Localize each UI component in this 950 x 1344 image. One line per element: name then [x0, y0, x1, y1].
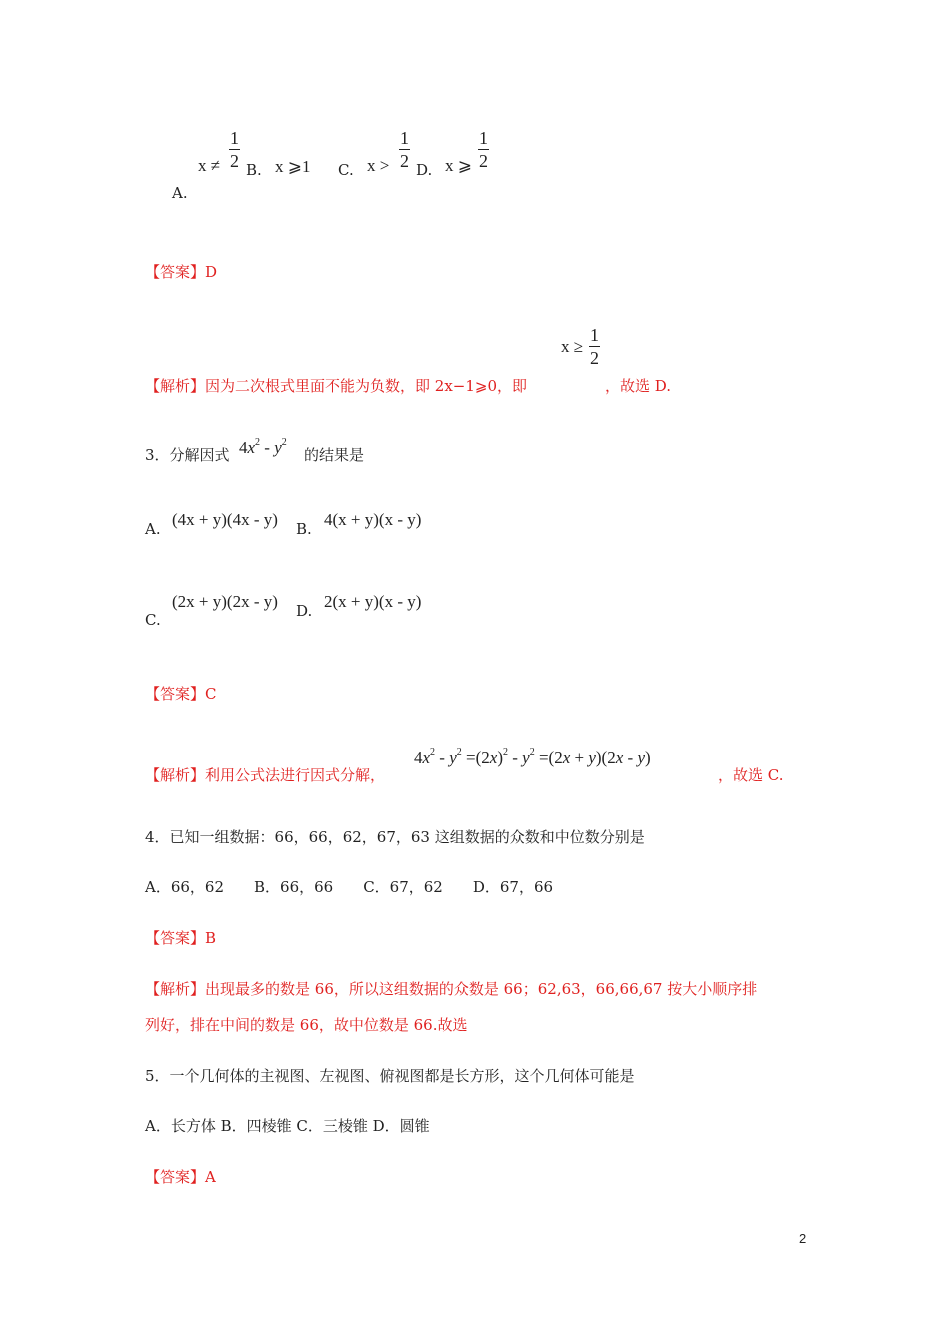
fraction-denominator: 2 — [479, 151, 488, 171]
fraction-bar — [229, 149, 240, 150]
q2-option-a-label: A. — [172, 184, 188, 202]
fraction-numerator: 1 — [400, 128, 409, 148]
q4-analysis-line1 — [145, 979, 757, 999]
q4-options: A．66，62 B．66，66 C．67，62 D．67，66 — [145, 878, 554, 896]
answer-tag: 【答案】 — [145, 929, 206, 947]
q3-stem-prefix: 3．分解因式 — [145, 446, 230, 464]
q3-option-d-label: D. — [296, 602, 313, 620]
q3-option-b-label: B. — [296, 520, 312, 538]
q3-option-a-label: A. — [145, 520, 161, 538]
fraction-denominator: 2 — [400, 151, 409, 171]
q4-stem: 4．已知一组数据：66，66，62，67，63 这组数据的众数和中位数分别是 — [145, 828, 645, 846]
fraction-bar — [478, 149, 489, 150]
answer-tag: 【答案】 — [145, 1168, 206, 1186]
q3-analysis — [145, 765, 385, 785]
analysis-text: 利用公式法进行因式分解， — [205, 766, 386, 784]
q4-answer — [145, 928, 216, 948]
q2-analysis-end: ，故选 D. — [605, 377, 672, 395]
fraction-denominator: 2 — [590, 348, 599, 368]
q3-option-d-math: 2(x + y)(x - y) — [324, 592, 422, 611]
q2-option-a-math: x ≠ — [198, 156, 221, 175]
q2-option-d-math: x ⩾ — [445, 156, 472, 175]
q3-option-c-math: (2x + y)(2x - y) — [172, 592, 278, 611]
q5-stem: 5．一个几何体的主视图、左视图、俯视图都是长方形，这个几何体可能是 — [145, 1067, 635, 1085]
q4-analysis-line2: 列好，排在中间的数是 66，故中位数是 66.故选 — [145, 1016, 468, 1034]
q3-analysis-math: $4x^2 - y^2 =(2x)^2 - y^2 =(2x + y)(2x - y)$ — [414, 747, 651, 767]
q3-option-b-math: 4(x + y)(x - y) — [324, 510, 422, 529]
q2-option-d-fraction — [478, 129, 489, 170]
analysis-tag: 【解析】 — [145, 377, 206, 395]
q3-analysis-end: ，故选 C. — [718, 766, 784, 784]
q2-option-a-fraction — [229, 129, 240, 170]
q2-analysis-fraction — [589, 326, 600, 367]
q3-stem-math: $4x^2 - y^2$ — [239, 437, 287, 457]
q3-option-c-label: C. — [145, 611, 161, 629]
fraction-denominator: 2 — [230, 151, 239, 171]
answer-value: D — [205, 263, 218, 281]
analysis-tag: 【解析】 — [145, 766, 206, 784]
fraction-bar — [589, 346, 600, 347]
q2-option-b-label: B. — [246, 161, 262, 179]
q2-answer — [145, 262, 217, 282]
fraction-numerator: 1 — [230, 128, 239, 148]
fraction-numerator: 1 — [479, 128, 488, 148]
analysis-text: 因为二次根式里面不能为负数，即 2x−1⩾0，即 — [205, 377, 528, 395]
q5-answer — [145, 1167, 216, 1187]
page-number: 2 — [799, 1231, 807, 1246]
fraction-numerator: 1 — [590, 325, 599, 345]
answer-tag: 【答案】 — [145, 263, 206, 281]
q3-stem-suffix: 的结果是 — [304, 446, 365, 464]
q2-analysis — [145, 376, 527, 396]
analysis-text: 出现最多的数是 66，所以这组数据的众数是 66；62,63，66,66,67 按大小顺序排 — [205, 980, 758, 998]
q2-option-c-math: x > — [367, 156, 390, 175]
answer-value: B — [205, 929, 217, 947]
q2-analysis-math: x ≥ — [561, 337, 584, 356]
q3-answer — [145, 684, 217, 704]
answer-value: C — [205, 685, 217, 703]
answer-tag: 【答案】 — [145, 685, 206, 703]
q2-option-d-label: D. — [416, 161, 433, 179]
q2-option-b-math: x ⩾1 — [275, 157, 311, 176]
q3-option-a-math: (4x + y)(4x - y) — [172, 510, 278, 529]
fraction-bar — [399, 149, 410, 150]
q5-options: A．长方体 B．四棱锥 C．三棱锥 D．圆锥 — [145, 1117, 430, 1135]
q2-option-c-fraction — [399, 129, 410, 170]
answer-value: A — [205, 1168, 216, 1186]
q2-option-c-label: C. — [338, 161, 354, 179]
analysis-tag: 【解析】 — [145, 980, 206, 998]
